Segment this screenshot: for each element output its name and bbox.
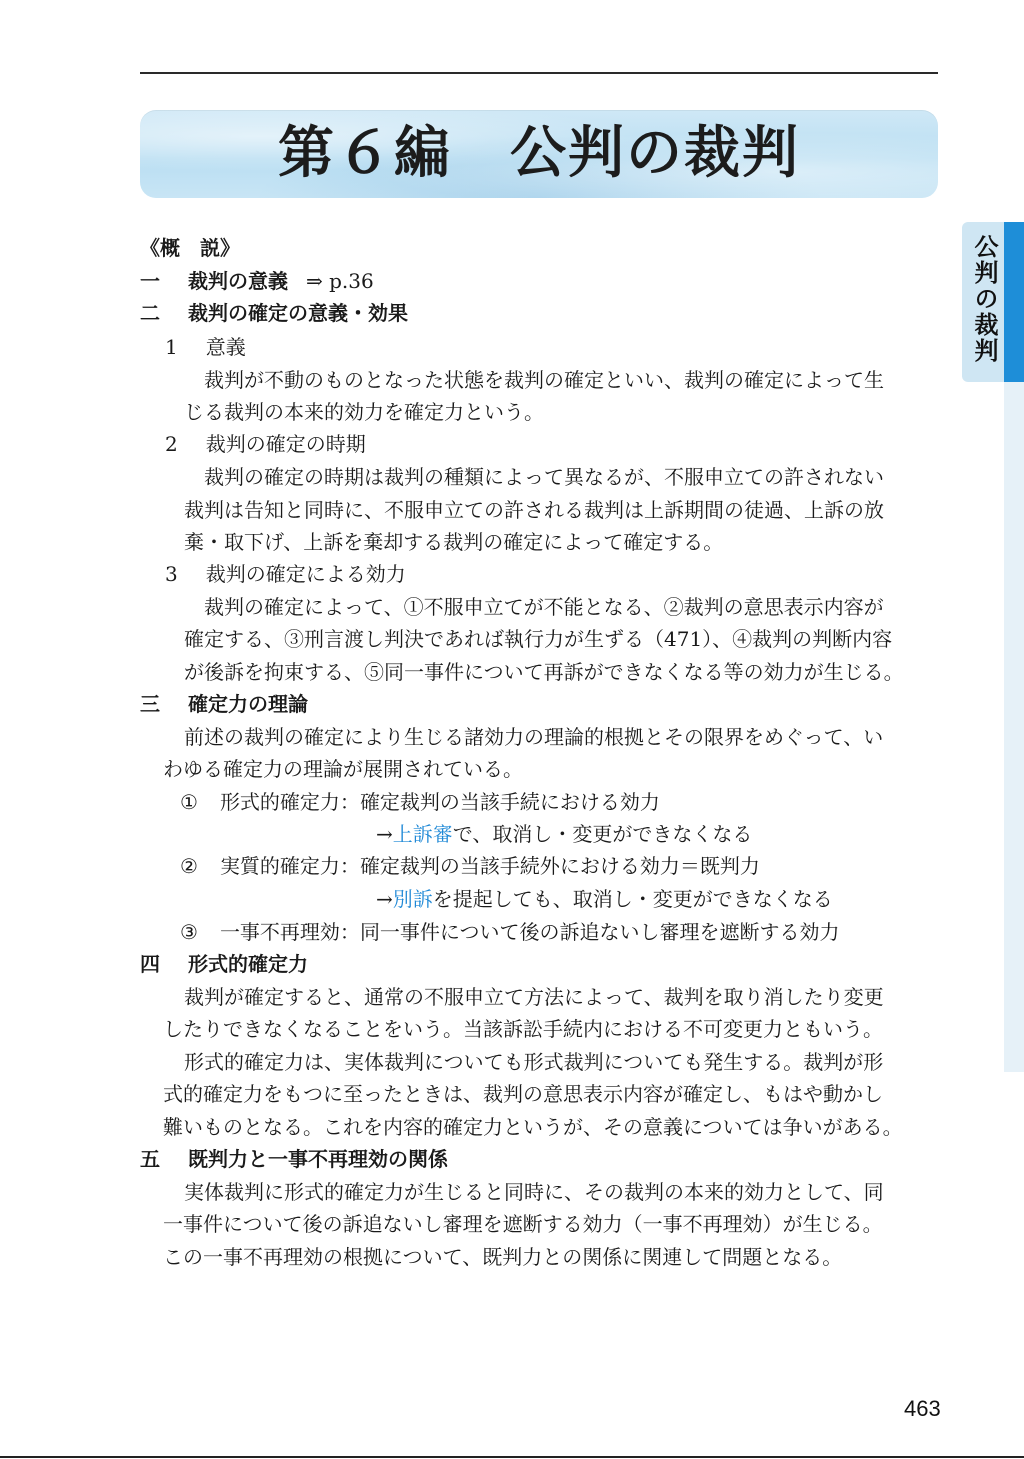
section-number: 三	[140, 692, 160, 716]
subsection-title: 裁判の確定の時期	[205, 432, 366, 456]
list-item	[180, 786, 660, 818]
definition: 同一事件について後の訴追ないし審理を遮断する効力	[359, 920, 840, 944]
note-text: を提起しても、取消し・変更ができなくなる	[432, 887, 833, 911]
section-title: 既判力と一事不再理効の関係	[188, 1147, 448, 1171]
list-item	[180, 916, 840, 948]
section-title: 確定力の理論	[188, 692, 308, 716]
list-marker: ②	[180, 854, 198, 878]
list-item-note	[376, 883, 833, 915]
arrow-icon: →	[376, 887, 393, 911]
paragraph-line: 形式的確定力は、実体裁判についても形式裁判についても発生する。裁判が形	[184, 1050, 884, 1074]
highlight-term[interactable]: 上訴審	[392, 822, 453, 846]
highlight-term[interactable]: 別訴	[392, 887, 433, 911]
subsection-2-heading	[165, 428, 366, 460]
section-4-heading	[140, 948, 308, 980]
paragraph-line: 一事件について後の訴追ないし審理を遮断する効力（一事不再理効）が生じる。	[163, 1212, 883, 1236]
paragraph-line: わゆる確定力の理論が展開されている。	[163, 757, 523, 781]
footer-rule	[0, 1456, 1024, 1458]
overview-heading: 《概 説》	[140, 236, 240, 260]
section-number: 二	[140, 301, 160, 325]
subsection-number: 3	[165, 562, 178, 586]
list-item	[180, 850, 760, 882]
term: 一事不再理効：	[219, 920, 360, 944]
page-reference: ⇒ p.36	[306, 269, 374, 293]
subsection-title: 裁判の確定による効力	[205, 562, 406, 586]
section-title: 裁判の意義	[188, 269, 288, 293]
section-title: 裁判の確定の意義・効果	[188, 301, 408, 325]
paragraph-line: じる裁判の本来的効力を確定力という。	[184, 400, 544, 424]
subsection-1-heading	[165, 331, 246, 363]
paragraph-line: 裁判は告知と同時に、不服申立ての許される裁判は上訴期間の徒過、上訴の放	[184, 498, 884, 522]
subsection-3-heading	[165, 558, 406, 590]
term: 形式的確定力：	[219, 790, 360, 814]
paragraph-line: 前述の裁判の確定により生じる諸効力の理論的根拠とその限界をめぐって、い	[184, 725, 884, 749]
subsection-number: 1	[165, 335, 178, 359]
section-title: 形式的確定力	[188, 952, 308, 976]
page-number: 463	[904, 1396, 941, 1421]
subsection-number: 2	[165, 432, 178, 456]
paragraph-line: 裁判の確定によって、①不服申立てが不能となる、②裁判の意思表示内容が	[204, 595, 884, 619]
definition: 確定裁判の当該手続外における効力＝既判力	[359, 854, 760, 878]
paragraph-line: 実体裁判に形式的確定力が生じると同時に、その裁判の本来的効力として、同	[184, 1180, 884, 1204]
paragraph-line: 確定する、③刑言渡し判決であれば執行力が生ずる（471）、④裁判の判断内容	[184, 627, 893, 651]
list-item-note	[376, 818, 752, 850]
side-tab-label: 公判の裁判	[970, 234, 998, 364]
list-marker: ③	[180, 920, 198, 944]
paragraph-line: この一事不再理効の根拠について、既判力との関係に関連して問題となる。	[163, 1245, 843, 1269]
definition: 確定裁判の当該手続における効力	[359, 790, 660, 814]
section-number: 四	[140, 952, 160, 976]
paragraph-line: 式的確定力をもつに至ったときは、裁判の意思表示内容が確定し、もはや動かし	[163, 1082, 883, 1106]
paragraph-line: 裁判が不動のものとなった状態を裁判の確定といい、裁判の確定によって生	[204, 368, 884, 392]
section-number: 一	[140, 269, 160, 293]
header-rule	[140, 72, 938, 74]
paragraph-line: したりできなくなることをいう。当該訴訟手続内における不可変更力ともいう。	[163, 1017, 883, 1041]
paragraph-line: 難いものとなる。これを内容的確定力というが、その意義については争いがある。	[163, 1115, 903, 1139]
side-index-tab[interactable]	[962, 222, 1024, 382]
subsection-title: 意義	[205, 335, 246, 359]
term: 実質的確定力：	[219, 854, 360, 878]
chapter-title: 第６編 公判の裁判	[278, 121, 800, 186]
section-1-heading	[140, 265, 374, 297]
side-tab-accent	[1004, 222, 1024, 382]
paragraph-line: が後訴を拘束する、⑤同一事件について再訴ができなくなる等の効力が生じる。	[184, 660, 904, 684]
section-number: 五	[140, 1147, 160, 1171]
paragraph-line: 棄・取下げ、上訴を棄却する裁判の確定によって確定する。	[184, 530, 724, 554]
paragraph-line: 裁判が確定すると、通常の不服申立て方法によって、裁判を取り消したり変更	[184, 985, 884, 1009]
section-3-heading	[140, 688, 308, 720]
section-2-heading	[140, 297, 408, 329]
note-text: で、取消し・変更ができなくなる	[452, 822, 753, 846]
chapter-title-banner	[140, 110, 938, 198]
arrow-icon: →	[376, 822, 393, 846]
list-marker: ①	[180, 790, 198, 814]
paragraph-line: 裁判の確定の時期は裁判の種類によって異なるが、不服申立ての許されない	[204, 465, 884, 489]
section-5-heading	[140, 1143, 448, 1175]
side-index-strip	[1004, 382, 1024, 1072]
